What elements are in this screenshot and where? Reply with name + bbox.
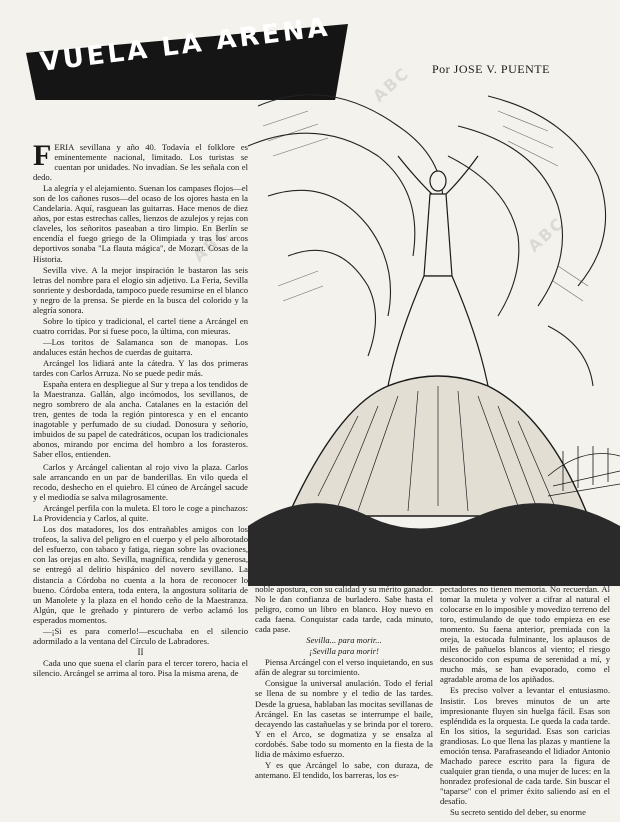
watermark: ABC <box>524 213 569 256</box>
bullfighter-illustration <box>248 86 620 586</box>
article-title: VUELA LA ARENA <box>38 12 332 78</box>
column-2 <box>255 584 433 822</box>
sky-swirl-4 <box>488 96 606 286</box>
column-1-continued <box>33 462 248 822</box>
paragraph: Consigue la universal anulación. Todo el ferial se llena de su nombre y el tedio de las tardes. Desde la gruesa, hablaban las mocitas sevillanas de Arcángel. En las casetas se interrumpe el baile, decayendo las castañuelas y se brinda por el torero. Y en el Arco, se dogmatiza y se ensalza al cordobés. Sabe todo su momento en la fiesta de la lidia de máximo esfuerzo. <box>255 678 433 759</box>
watermark: ABC <box>369 63 414 106</box>
figure-head <box>430 171 446 191</box>
section-number: II <box>137 646 144 657</box>
column-3 <box>440 584 610 822</box>
paragraph: Piensa Arcángel con el verso inquietando, en sus afán de alegrar su torcimiento. <box>255 657 433 678</box>
sky-swirl-1 <box>258 95 443 236</box>
sky-swirl-8 <box>548 326 593 386</box>
paragraph: noble apostura, con su calidad y su mérito ganador. No le dan confianza de burladero. Sabe hasta el peligro, como un libro en blanco. Hoy nuevo en cada faena. Conquistar cada tarde, cada minuto, cada pase. <box>255 584 433 635</box>
verse-line: Sevilla... para morir... <box>306 635 382 646</box>
paragraph: Carlos y Arcángel calientan al rojo vivo la plaza. Carlos sale arrancando en un par de banderillas. En vilo queda el recodo, deshecho en el quiebro. El cúneo de Arcángel sacude y el mediodía se salva milagrosamente. <box>33 462 248 503</box>
sky-swirl-7 <box>288 250 376 356</box>
paragraph: Su secreto sentido del deber, su enorme <box>450 807 586 818</box>
paragraph-text: ERIA sevillana y año 40. Todavía el folklore es eminentemente nacional, limitado. Los turistas se cuentan por unidades. No invadían. Se les señala con el dedo. <box>33 142 248 183</box>
paragraph: pectadores no tienen memoria. No recuerdan. Al tomar la muleta y volver a cifrar al natural el colocarse en lo imposible y movedizo terreno del toro, estimulando de que todo empieza en ese momento. Su faena anterior, premiada con la oreja, la estocada fulminante, los aplausos de miles de pañuelos blancos al viento; el riesgo desconocido con espuma de serenidad a mí, y mucho más, se han evaporado, como el agradable aroma de los apiñados. <box>440 584 610 685</box>
article-byline: Por JOSE V. PUENTE <box>432 62 550 76</box>
paragraph: —Los toritos de Salamanca son de manopas. Los andaluces están hechos de cuerdas de guitarra. <box>33 336 248 357</box>
paragraph: Es preciso volver a levantar el entusiasmo. Insistir. Los breves minutos de un arte impresionante fluyen sin huelga fácil. Esas son espléndida es la orquesta. Le queda la cada tarde. En los sitios, la seguridad. Esas son caricias grandiosas. Lo que llena las plazas y mantiene la emoción tensa. Parafraseando el lidiador Antonio Machado parece escrito para la figura de cualquier gran tienda, o una mujer de luces: en la honradez profesional de cada tarde. Sin buscar el "taparse" con el primer éxito saliendo así en el desafío. <box>440 685 610 806</box>
verse-line: ¡Sevilla para morir! <box>309 646 379 657</box>
paragraph: Sobre lo típico y tradicional, el cartel tiene a Arcángel en cuatro corridas. Por si fuese poco, la última, con mieuras. <box>33 315 248 336</box>
watermark: ABC <box>189 223 234 266</box>
figure-body <box>424 194 452 276</box>
paragraph: —¡Si es para comerlo!—escuchaba en el silencio adormilado a la ventana del Círculo de Labradores. <box>33 625 248 646</box>
figure-skirt <box>388 276 488 386</box>
paragraph: La alegría y el alejamiento. Suenan los campases flojos—el son de los cañones rusos—del ocaso de los ojores hasta en la Candelaria. Aquí, rasguean las guitarras. Hace menos de diez años, por estas estrechas calles, lienzos de azulejos y rejas con claveles, los señoritos paseaban a tiro limpio. En Berlín se encendía el fuego griego de la Olimpiada y tras los arcos deportivos sonaba "La flauta mágica", de Mozart. Cosas de la Historia. <box>33 183 248 264</box>
paragraph: Arcángel los lidiará ante la cátedra. Y las dos primeras tardes con Carlos Arruza. No se puede pedir más. <box>33 357 248 379</box>
paragraph: Y es que Arcángel lo sabe, con duraza, de antemano. El tendido, los barreras, los es- <box>255 759 433 780</box>
paragraph: Sevilla vive. A la mejor inspiración le bastaron las seis letras del nombre para el elogio sin adjetivo. La Feria, Sevilla sonriente y desbordada, tampoco puede resumirse en el blanco y negro de la prensa. Se pierde en la busca del colorido y la alegría sonora. <box>33 264 248 315</box>
paragraph: Los dos matadores, los dos entrañables amigos con los trofeos, la saliva del peligro en el cuerpo y el pelo alborotado del esfuerzo, con tabaco y fatiga, riegan sobre las ovaciones, con las orejas en alto. Sevilla, magnífica, rendida y generosa, se entregó al delirio hispánico del novero sevillano. La distancia a Córdoba no cuenta a la hora de reconocer lo bueno. Córdoba entera, toda entera, la angostura solitaria de un Manolete y la plaza en el hondo ceño de la Maestranza. Algún, que le greñado y pinturero de verbo aclamó los esperados momentos. <box>33 524 248 625</box>
paragraph: España entera en despliegue al Sur y trepa a los tendidos de la Maestranza. Gallán, algo incómodos, los sevillanos, de negro sombrero de ala ancha. Catalanes en la estación del tren, gentes de toda la región pintoresca y en el encanto inagotable y perfumado de su ciudad. Donosura y señorío, imbuidos de su papel de catedráticos, ocupan los tradicionales abonos, mirando por encima del hombro a los forasteros. Saber ellos, entienden. <box>33 379 248 460</box>
paragraph: Cada uno que suena el clarín para el tercer torero, hacia el silencio. Arcángel se arrima al toro. Pisa la misma arena, de <box>33 657 248 678</box>
paragraph: Arcángel perfila con la muleta. El toro le coge a pinchazos: La Providencia y Carlos, al quite. <box>33 503 248 524</box>
sky-swirl-5 <box>458 126 563 306</box>
drop-cap: F <box>33 142 52 172</box>
column-1 <box>33 142 248 460</box>
lead-paragraph <box>33 142 248 182</box>
